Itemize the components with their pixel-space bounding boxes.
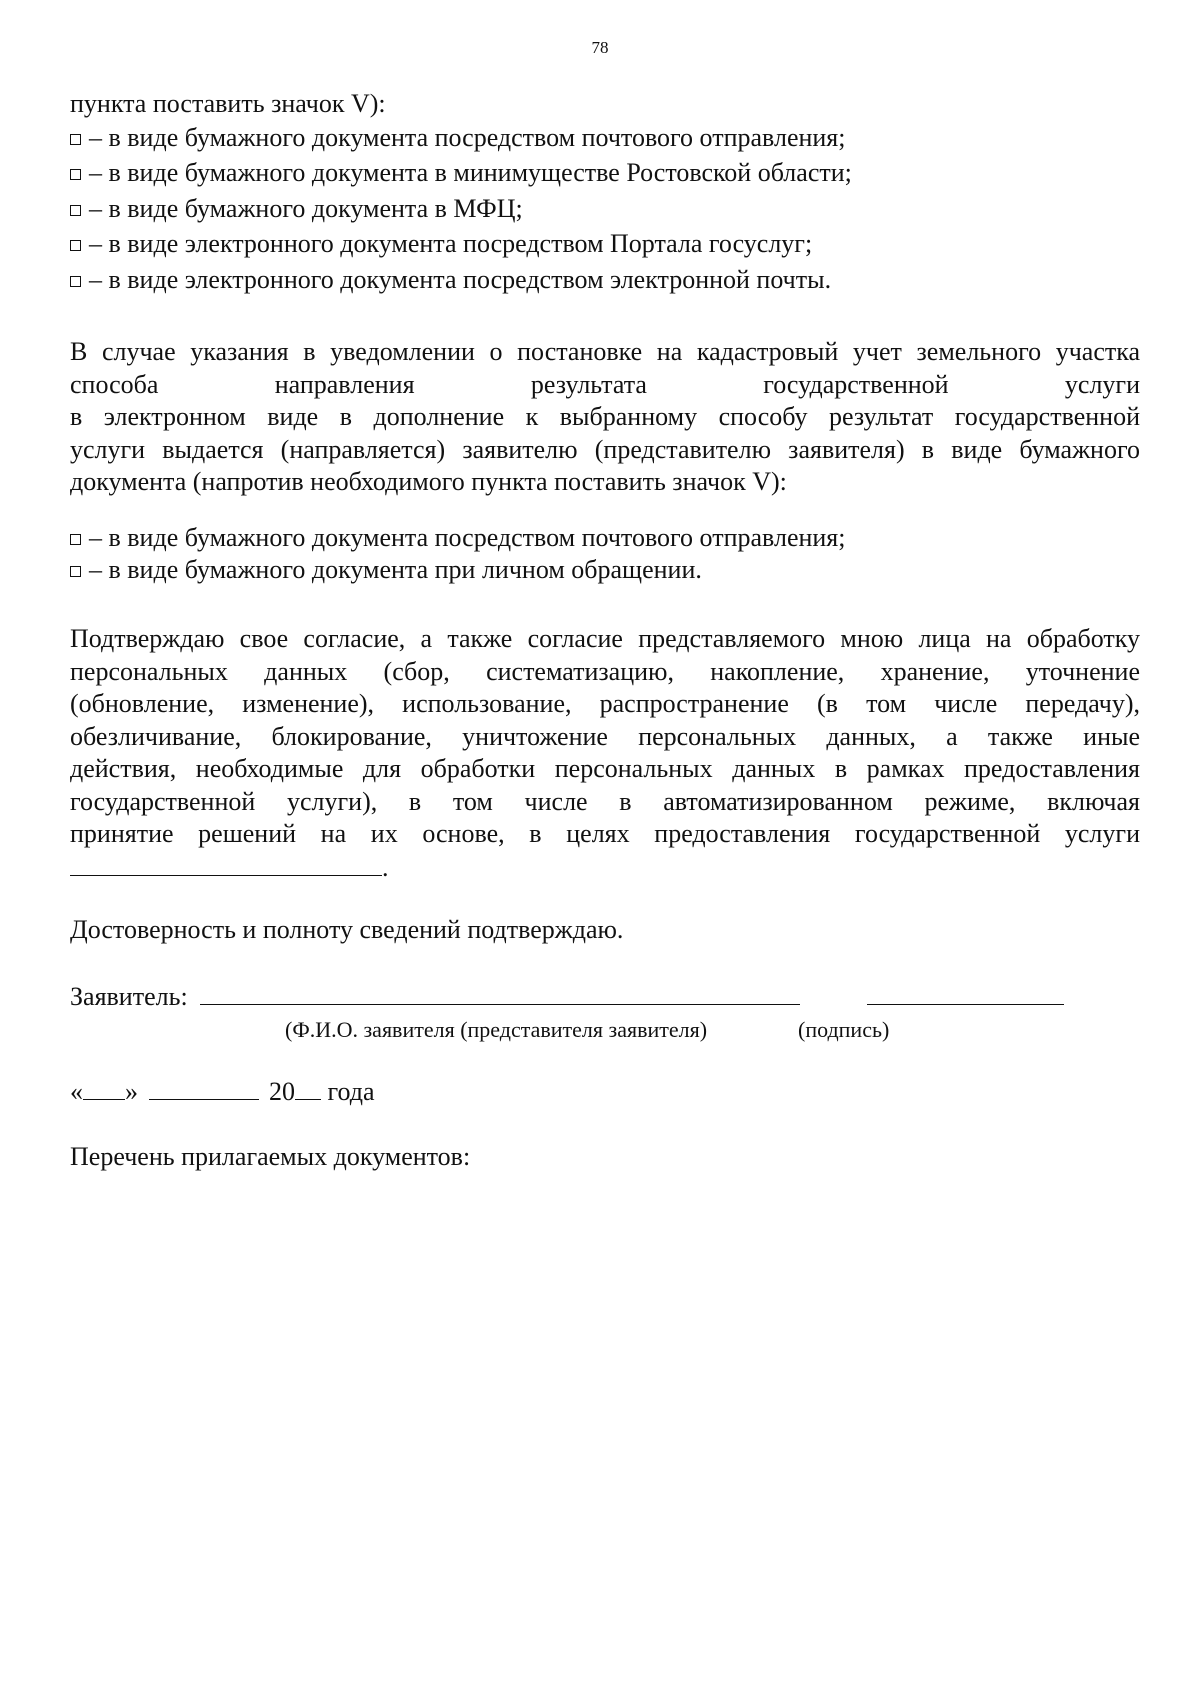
section2-line: услуги выдается (направляется) заявителю (представителю заявителя) в виде бумажного	[70, 434, 1140, 464]
consent-end-mark: .	[382, 852, 389, 882]
section2-option-1	[70, 522, 846, 554]
option-label: – в виде бумажного документа в МФЦ;	[89, 194, 523, 223]
section2-line: способа направления результата государственной услуги	[70, 369, 1140, 399]
date-year-prefix: 20	[269, 1077, 295, 1106]
section1-option-1	[70, 122, 846, 154]
checkbox-icon[interactable]	[70, 169, 81, 180]
option-label: – в виде бумажного документа в минимуществе Ростовской области;	[89, 158, 852, 187]
consent-line: действия, необходимые для обработки персональных данных в рамках предоставления	[70, 754, 1140, 783]
section2-line: документа (напротив необходимого пункта поставить значок V):	[70, 467, 787, 496]
applicant-name-field[interactable]	[200, 980, 800, 1005]
option-label: – в виде бумажного документа посредством почтового отправления;	[89, 123, 846, 152]
consent-line: принятие решений на их основе, в целях предоставления государственной услуги	[70, 819, 1140, 848]
date-close-quote: »	[125, 1077, 138, 1106]
applicant-label: Заявитель:	[70, 982, 188, 1011]
option-label: – в виде бумажного документа посредством почтового отправления;	[89, 523, 846, 552]
date-year-suffix: года	[327, 1077, 375, 1106]
section2-line: в электронном виде в дополнение к выбранному способу результат государственной	[70, 402, 1140, 431]
option-label: – в виде бумажного документа при личном обращении.	[89, 555, 702, 584]
checkbox-icon[interactable]	[70, 134, 81, 145]
consent-paragraph	[70, 623, 1140, 884]
date-year-field[interactable]	[295, 1075, 321, 1100]
consent-blank-field[interactable]	[70, 851, 382, 876]
date-day-field[interactable]	[83, 1075, 125, 1100]
confirm-statement: Достоверность и полноту сведений подтверждаю.	[70, 915, 624, 944]
attachments-label: Перечень прилагаемых документов:	[70, 1142, 471, 1171]
applicant-name-caption: (Ф.И.О. заявителя (представителя заявителя)	[285, 1017, 708, 1042]
consent-blank-line	[70, 853, 389, 882]
checkbox-icon[interactable]	[70, 566, 81, 577]
option-label: – в виде электронного документа посредством электронной почты.	[89, 265, 832, 294]
consent-line: персональных данных (сбор, систематизацию, накопление, хранение, уточнение	[70, 656, 1140, 686]
date-open-quote: «	[70, 1077, 83, 1106]
page-number: 78	[591, 38, 609, 57]
consent-line: государственной услуги), в том числе в автоматизированном режиме, включая	[70, 786, 1140, 816]
checkbox-icon[interactable]	[70, 205, 81, 216]
section2-line: В случае указания в уведомлении о постановке на кадастровый учет земельного участка	[70, 337, 1140, 366]
section1-option-5	[70, 264, 831, 296]
consent-line: обезличивание, блокирование, уничтожение персональных данных, а также иные	[70, 721, 1140, 751]
checkbox-icon[interactable]	[70, 534, 81, 545]
option-label: – в виде электронного документа посредством Портала госуслуг;	[89, 229, 813, 258]
section2-option-2	[70, 554, 702, 586]
consent-line: Подтверждаю свое согласие, а также согласие представляемого мною лица на обработку	[70, 624, 1140, 653]
section1-option-4	[70, 228, 812, 260]
applicant-signature-caption: (подпись)	[798, 1017, 890, 1042]
checkbox-icon[interactable]	[70, 276, 81, 287]
section2-paragraph	[70, 336, 1140, 499]
section1-option-3	[70, 193, 523, 225]
applicant-row	[70, 980, 1064, 1013]
checkbox-icon[interactable]	[70, 240, 81, 251]
date-row	[70, 1075, 375, 1108]
section1-option-2	[70, 157, 852, 189]
applicant-signature-field[interactable]	[867, 980, 1064, 1005]
section1-intro: пункта поставить значок V):	[70, 89, 386, 118]
consent-line: (обновление, изменение), использование, распространение (в том числе передачу),	[70, 689, 1140, 718]
date-month-field[interactable]	[149, 1075, 259, 1100]
